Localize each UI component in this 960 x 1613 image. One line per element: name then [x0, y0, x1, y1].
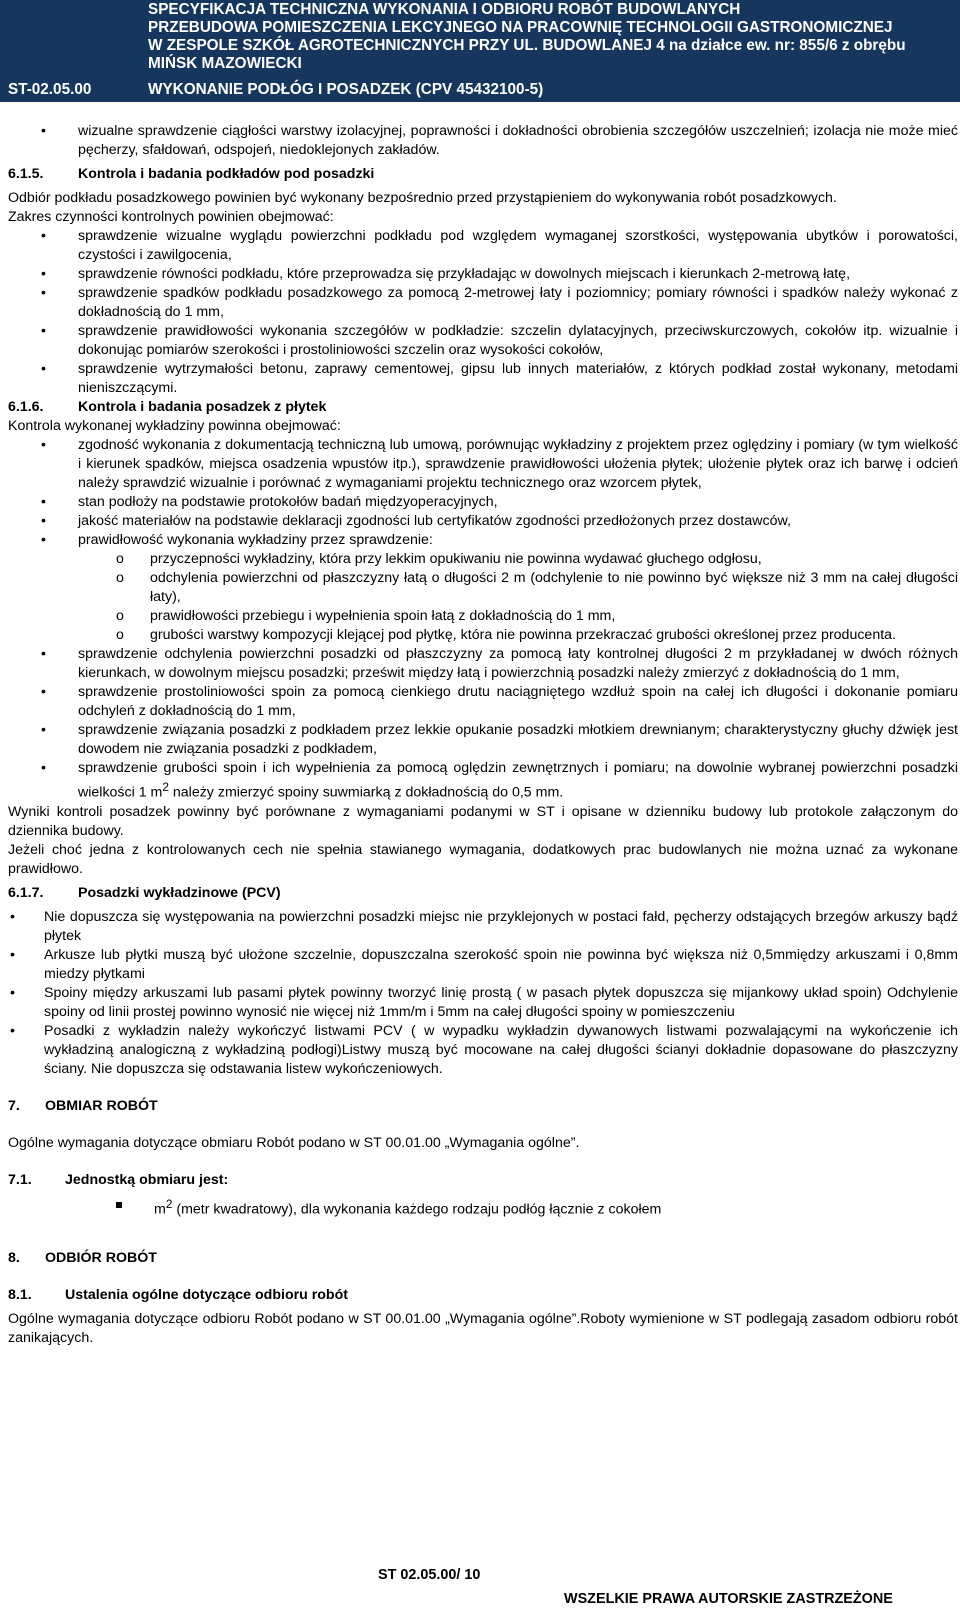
list-item-text: należy zmierzyć spoiny suwmiarką z dokładnością do 0,5 mm.	[168, 784, 564, 801]
section-heading-8-1	[8, 1286, 958, 1305]
list-item: • sprawdzenie wytrzymałości betonu, zaprawy cementowej, gipsu lub innych materiałów, z których podkład został wykonany, metodami nieniszczącymi.	[8, 360, 958, 398]
section-number: 7.1.	[8, 1171, 32, 1188]
section-title: OBMIAR ROBÓT	[45, 1097, 158, 1114]
list-item: • jakość materiałów na podstawie deklaracji zgodności lub certyfikatów zgodności przedłożonych przez dostawców,	[8, 512, 958, 531]
paragraph: Jeżeli choć jedna z kontrolowanych cech nie spełnia stawianego wymagania, dodatkowych prac budowlanych nie można uznać za wykonane prawidłowo.	[8, 841, 958, 877]
list-item-text: prawidłowość wykonania wykładziny przez sprawdzenie:	[78, 532, 433, 548]
paragraph: Zakres czynności kontrolnych powinien obejmować:	[8, 209, 334, 225]
square-bullet-list	[8, 1195, 958, 1220]
section-title: Ustalenia ogólne dotyczące odbioru robót	[65, 1287, 348, 1304]
list-item: • zgodność wykonania z dokumentacją techniczną lub umową, porównując wykładziny z projektem przez oględziny i pomiary (w tym wielkość i kierunek spadków, miejsca osadzenia wpustów itp.), sprawdzenie prawidłowości ułożenia płytek; ułożenie płytek oraz ich barwę i odcień należy sprawdzić wizualnie i porównać z wymaganiami projektu technicznego oraz wzorcem płytek,	[8, 436, 958, 493]
list-item: • Nie dopuszcza się występowania na powierzchni posadzki miejsc nie przyklejonych w postaci fałd, pęcherzy odstających brzegów arkuszy bądź płytek	[8, 908, 958, 946]
list-item-text: sprawdzenie grubości spoin i ich wypełnienia za pomocą oględzin zewnętrznych i pomiaru; na dowolnie wybranej powierzchni posadzki wielkości 1 m	[78, 760, 958, 801]
list-item	[8, 759, 958, 803]
section-number: 6.1.7.	[8, 884, 44, 901]
page-number: ST 02.05.00/ 10	[378, 1567, 481, 1583]
section-number: 8.1.	[8, 1287, 32, 1304]
spec-code: ST-02.05.00	[8, 81, 92, 98]
superscript: 2	[162, 780, 169, 794]
section-number: 6.1.6.	[8, 399, 44, 415]
list-item: • Spoiny między arkuszami lub pasami płytek powinny tworzyć linię prostą ( w pasach płytek dopuszcza się mijankowy układ spoin) Odchylenie spoiny od linii prostej powinno wynosić nie więcej niż 1mm/m i 5mm na całej długości spoiny w pomieszczeniu	[8, 984, 958, 1022]
list-item	[8, 1195, 958, 1220]
list-item: • Arkusze lub płytki muszą być ułożone szczelnie, dopuszczalna szerokość spoin nie powinna być większa niż 0,5mmiędzy arkuszami i 0,8mm miedzy płytkami	[8, 946, 958, 984]
sub-list	[78, 550, 958, 645]
bullet-list	[8, 436, 958, 803]
paragraph: Odbiór podkładu posadzkowego powinien być wykonany bezpośrednio przed przystąpieniem do wykonywania robót posadzkowych.	[8, 190, 837, 206]
list-item: • sprawdzenie równości podkładu, które przeprowadza się przykładając w dowolnych miejscach i kierunkach 2-metrową łatę,	[8, 265, 958, 284]
list-item: • sprawdzenie związania posadzki z podkładem przez lekkie opukanie posadzki młotkiem drewnianym; charakterystyczny głuchy dźwięk jest dowodem nie związania posadzki z podkładem,	[8, 721, 958, 759]
list-item: • Posadki z wykładzin należy wykończyć listwami PCV ( w wypadku wykładzin dywanowych listwami pozwalającymi na wykończenie ich wykładziną analogiczną z wykładziną podłogi)Listwy muszą być mocowane na całej długości ścianyi dokładnie dopasowane do płaszczyzny ściany. Nie dopuszcza się odstawania listew wykończeniowych.	[8, 1022, 958, 1079]
section-heading-6-1-7	[8, 884, 958, 903]
header-title-line: SPECYFIKACJA TECHNICZNA WYKONANIA I ODBIORU ROBÓT BUDOWLANYCH	[148, 1, 741, 18]
sub-list-item: o odchylenia powierzchni od płaszczyzny łatą o długości 2 m (odchylenie to nie powinno być większe niż 3 mm na całej długości łaty),	[78, 569, 958, 607]
list-item: • sprawdzenie wizualne wyglądu powierzchni podkładu pod względem wymaganej szorstkości, występowania ubytków i porowatości, czystości i zawilgocenia,	[8, 227, 958, 265]
paragraph: Ogólne wymagania dotyczące odbioru Robót podano w ST 00.01.00 „Wymagania ogólne”.Roboty wymienione w ST podlegają zasadom odbioru robót zanikających.	[8, 1311, 958, 1347]
section-heading-7	[8, 1097, 958, 1116]
list-item: • sprawdzenie spadków podkładu posadzkowego za pomocą 2-metrowej łaty i poziomnicy; pomiary równości i spadków należy wykonać z dokładnością do 1 mm,	[8, 284, 958, 322]
sub-list-item: o przyczepności wykładziny, która przy lekkim opukiwaniu nie powinna wydawać głuchego odgłosu,	[78, 550, 958, 569]
section-title: Kontrola i badania posadzek z płytek	[78, 399, 327, 415]
section-heading-8	[8, 1249, 958, 1268]
bullet-list	[8, 227, 958, 398]
bullet-list	[8, 122, 958, 160]
list-item: • sprawdzenie prawidłowości wykonania szczegółów w podkładzie: szczelin dylatacyjnych, przeciwskurczowych, cokołów itp. wizualnie i dokonując pomiarów szerokości i prostoliniowości szczelin oraz wysokości cokołów,	[8, 322, 958, 360]
list-item: • stan podłoży na podstawie protokołów badań międzyoperacyjnych,	[8, 493, 958, 512]
copyright-notice: WSZELKIE PRAWA AUTORSKIE ZASTRZEŻONE	[564, 1591, 893, 1607]
superscript: 2	[165, 1196, 173, 1211]
section-title: Posadzki wykładzinowe (PCV)	[78, 884, 281, 901]
paragraph: Wyniki kontroli posadzek powinny być porównane z wymaganiami podanymi w ST i opisane w dzienniku budowy lub protokole załączonym do dziennika budowy.	[8, 803, 958, 839]
spec-subtitle: WYKONANIE PODŁÓG I POSADZEK (CPV 45432100-5)	[148, 81, 544, 98]
sub-list-item: o prawidłowości przebiegu i wypełnienia spoin łatą z dokładnością do 1 mm,	[78, 607, 958, 626]
section-heading-7-1	[8, 1171, 958, 1190]
sub-list-item: o grubości warstwy kompozycji klejącej pod płytkę, która nie powinna przekraczać grubości określonej przez producenta.	[78, 626, 958, 645]
list-item: • sprawdzenie prostoliniowości spoin za pomocą cienkiego drutu naciągniętego wzdłuż spoin na całej ich długości i dokonanie pomiaru odchyleń z dokładnością do 1 mm,	[8, 683, 958, 721]
document-header	[0, 0, 960, 102]
header-title-line: W ZESPOLE SZKÓŁ AGROTECHNICZNYCH PRZY UL. BUDOWLANEJ 4 na działce ew. nr: 855/6 z obrębu	[148, 37, 906, 54]
list-item-text: (metr kwadratowy), dla wykonania każdego rodzaju podłóg łącznie z cokołem	[172, 1201, 662, 1218]
section-number: 6.1.5.	[8, 166, 44, 182]
bullet-list	[8, 908, 958, 1079]
section-heading-6-1-6	[8, 398, 958, 417]
header-title	[148, 1, 906, 73]
list-item-text: m	[154, 1201, 166, 1218]
section-number: 7.	[8, 1097, 20, 1114]
section-title: Kontrola i badania podkładów pod posadzki	[78, 166, 375, 182]
section-title: ODBIÓR ROBÓT	[45, 1250, 157, 1267]
list-item	[8, 531, 958, 645]
list-item: • sprawdzenie odchylenia powierzchni posadzki od płaszczyzny za pomocą łaty kontrolnej długości 2 m przykładanej w dwóch różnych kierunkach, w dowolnym miejscu posadzki; prześwit między łatą i powierzchnią posadzki należy zmierzyć z dokładnością do 1 mm,	[8, 645, 958, 683]
section-heading-6-1-5	[8, 165, 958, 184]
list-item: • wizualne sprawdzenie ciągłości warstwy izolacyjnej, poprawności i dokładności obrobienia szczegółów uszczelnień; izolacja nie może mieć pęcherzy, sfałdowań, odspojeń, niedoklejonych zakładów.	[8, 122, 958, 160]
section-title: Jednostką obmiaru jest:	[65, 1171, 229, 1188]
document-body	[8, 122, 958, 1348]
header-title-line: MIŃSK MAZOWIECKI	[148, 55, 302, 72]
section-number: 8.	[8, 1250, 20, 1267]
paragraph: Ogólne wymagania dotyczące obmiaru Robót podano w ST 00.01.00 „Wymagania ogólne”.	[8, 1134, 580, 1151]
paragraph: Kontrola wykonanej wykładziny powinna obejmować:	[8, 418, 341, 434]
header-title-line: PRZEBUDOWA POMIESZCZENIA LEKCYJNEGO NA PRACOWNIĘ TECHNOLOGII GASTRONOMICZNEJ	[148, 19, 893, 36]
